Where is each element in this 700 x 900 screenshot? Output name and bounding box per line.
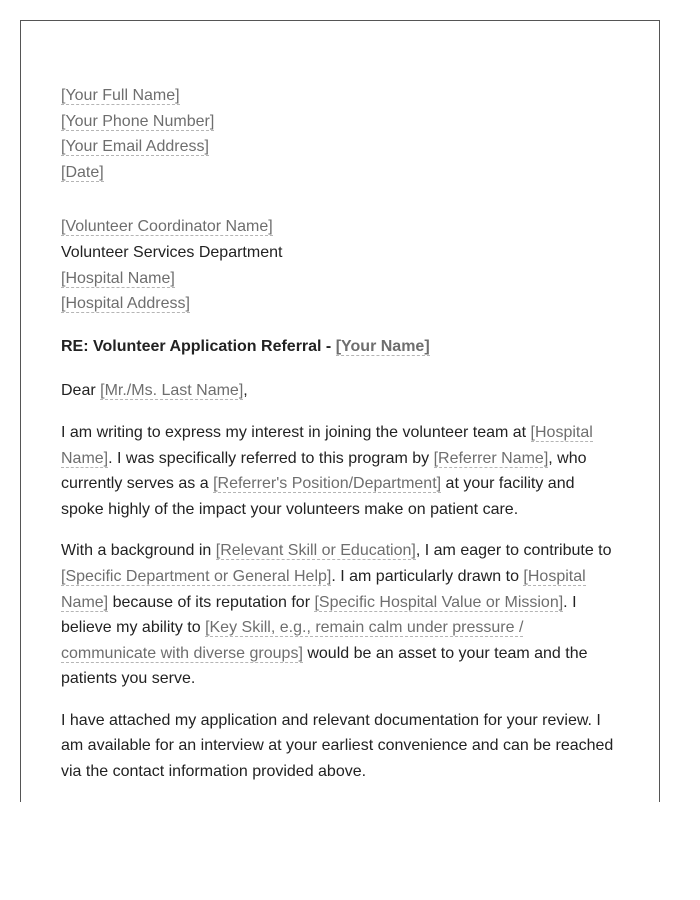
department-line: Volunteer Services Department	[61, 243, 283, 261]
hospital-value-placeholder: [Specific Hospital Value or Mission]	[314, 593, 564, 611]
paragraph2-text-2: , I am eager to contribute to	[415, 542, 612, 560]
hospital-address-line	[61, 291, 621, 317]
paragraph2-text-3: . I am particularly drawn to	[331, 567, 524, 585]
letter-page	[20, 20, 660, 802]
hospital-name-placeholder: [Hospital Name]	[61, 423, 593, 467]
sender-email-line	[61, 134, 621, 160]
hospital-address-placeholder: [Hospital Address]	[61, 295, 190, 313]
skill-placeholder: [Relevant Skill or Education]	[215, 542, 416, 560]
sender-phone-placeholder: [Your Phone Number]	[61, 112, 215, 130]
paragraph-background	[61, 538, 621, 692]
coordinator-placeholder: [Volunteer Coordinator Name]	[61, 218, 273, 236]
subject-line	[61, 334, 621, 360]
hospital-name-line	[61, 266, 621, 292]
subject-prefix: RE: Volunteer Application Referral -	[61, 337, 336, 355]
date-line	[61, 160, 621, 186]
paragraph-closing: I have attached my application and relevant documentation for your review. I am available for an interview at your earliest convenience and can be reached via the contact information provided above.	[61, 711, 614, 781]
referrer-position-placeholder: [Referrer's Position/Department]	[213, 475, 442, 493]
greeting-name-placeholder: [Mr./Ms. Last Name]	[100, 382, 244, 400]
department-placeholder: [Specific Department or General Help]	[61, 567, 332, 585]
hospital-name-placeholder: [Hospital Name]	[61, 567, 586, 611]
sender-name-placeholder: [Your Full Name]	[61, 87, 180, 104]
paragraph1-text-3: , who currently serves as a	[61, 449, 587, 493]
paragraph1-text-2: . I was specifically referred to this program by	[108, 449, 434, 467]
key-skill-placeholder: [Key Skill, e.g., remain calm under pressure / communicate with diverse groups]	[61, 619, 524, 662]
sender-phone-line	[61, 109, 621, 135]
date-placeholder: [Date]	[61, 163, 104, 181]
letter-body	[61, 83, 621, 785]
hospital-name-placeholder: [Hospital Name]	[61, 269, 175, 287]
greeting	[61, 378, 621, 404]
referrer-name-placeholder: [Referrer Name]	[433, 449, 549, 467]
paragraph2-text-6: would be an asset to your team and the patients you serve.	[61, 644, 588, 688]
paragraph2-text-4: because of its reputation for	[108, 593, 315, 611]
paragraph2-text-5: . I believe my ability to	[61, 593, 577, 637]
recipient-block	[61, 214, 621, 316]
paragraph2-text-1: With a background in	[61, 542, 216, 560]
subject-name-placeholder: [Your Name]	[335, 337, 430, 355]
coordinator-line	[61, 214, 621, 240]
paragraph1-text-4: at your facility and spoke highly of the impact your volunteers make on patient care.	[61, 475, 575, 518]
paragraph1-text-1: I am writing to express my interest in joining the volunteer team at	[61, 423, 531, 441]
greeting-word: Dear	[61, 382, 101, 400]
sender-name-line	[61, 83, 621, 109]
greeting-suffix: ,	[243, 382, 248, 400]
paragraph-interest	[61, 420, 621, 522]
sender-email-placeholder: [Your Email Address]	[61, 138, 209, 156]
sender-block	[61, 83, 621, 185]
